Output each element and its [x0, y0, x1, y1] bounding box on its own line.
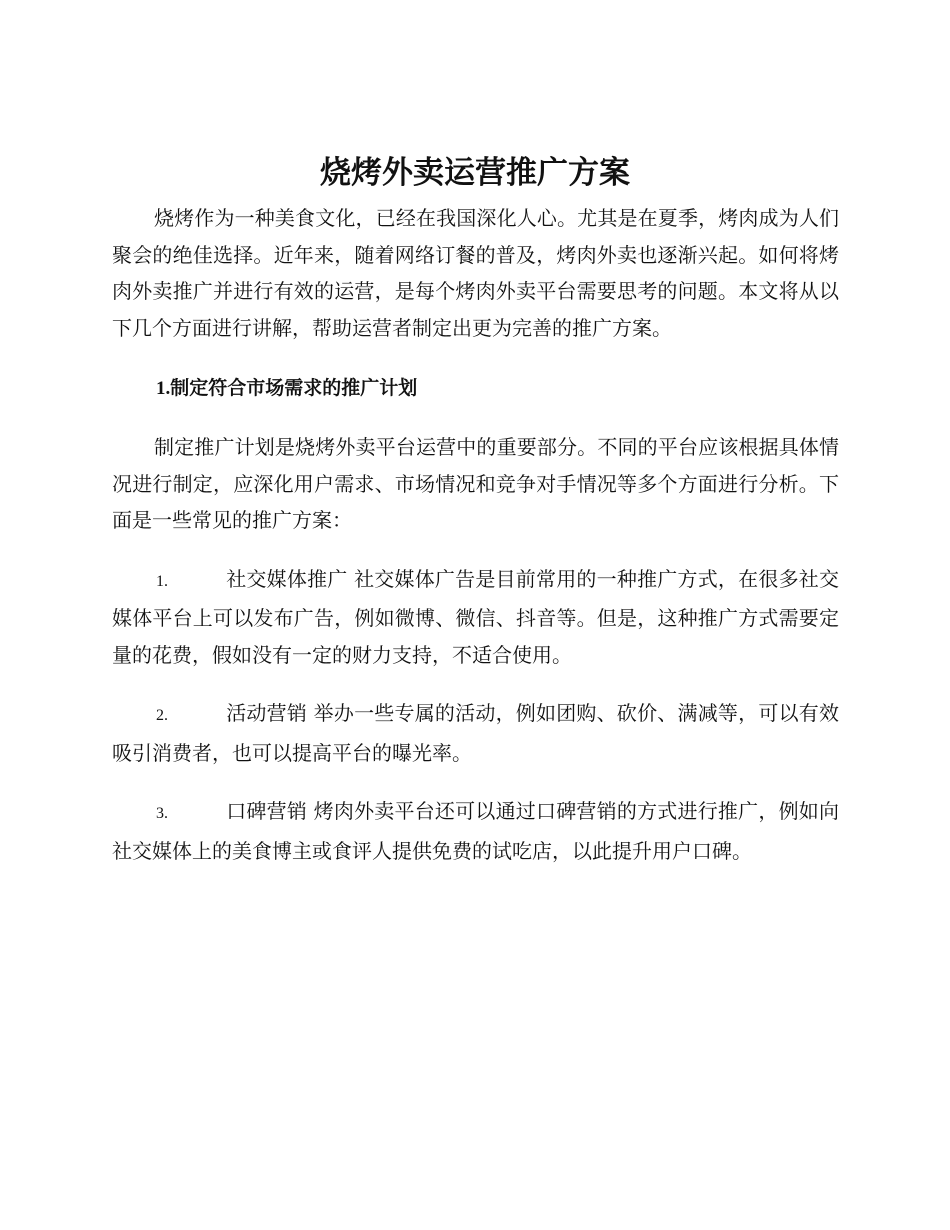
- section-heading: [112, 370, 839, 407]
- list-item-number: 3.: [156, 805, 168, 822]
- section-paragraph: 制定推广计划是烧烤外卖平台运营中的重要部分。不同的平台应该根据具体情况进行制定，应深化用户需求、市场情况和竞争对手情况等多个方面进行分析。下面是一些常见的推广方案：: [112, 435, 839, 532]
- list-item-text: 口碑营销 烤肉外卖平台还可以通过口碑营销的方式进行推广，例如向社交媒体上的美食博主或食评人提供免费的试吃店，以此提升用户口碑。: [112, 799, 839, 863]
- document-body: [112, 200, 839, 869]
- section-number: 1.: [156, 378, 171, 399]
- list-item: [112, 793, 839, 869]
- list-item-text: 活动营销 举办一些专属的活动，例如团购、砍价、满减等，可以有效吸引消费者，也可以提高平台的曝光率。: [112, 701, 839, 765]
- intro-paragraph: 烧烤作为一种美食文化，已经在我国深化人心。尤其是在夏季，烤肉成为人们聚会的绝佳选择。近年来，随着网络订餐的普及，烤肉外卖也逐渐兴起。如何将烤肉外卖推广并进行有效的运营，是每个烤肉外卖平台需要思考的问题。本文将从以下几个方面进行讲解，帮助运营者制定出更为完善的推广方案。: [112, 206, 839, 340]
- list-item: [112, 561, 839, 674]
- list-item-number: 1.: [156, 572, 168, 590]
- list-item-number: 2.: [156, 707, 168, 724]
- list-item: [112, 695, 839, 771]
- page-title: 烧烤外卖运营推广方案: [320, 155, 630, 191]
- list-item-text: 社交媒体推广 社交媒体广告是目前常用的一种推广方式，在很多社交媒体平台上可以发布广告，例如微博、微信、抖音等。但是，这种推广方式需要定量的花费，假如没有一定的财力支持，不适合使用。: [112, 566, 839, 667]
- section-heading-text: 制定符合市场需求的推广计划: [170, 377, 418, 399]
